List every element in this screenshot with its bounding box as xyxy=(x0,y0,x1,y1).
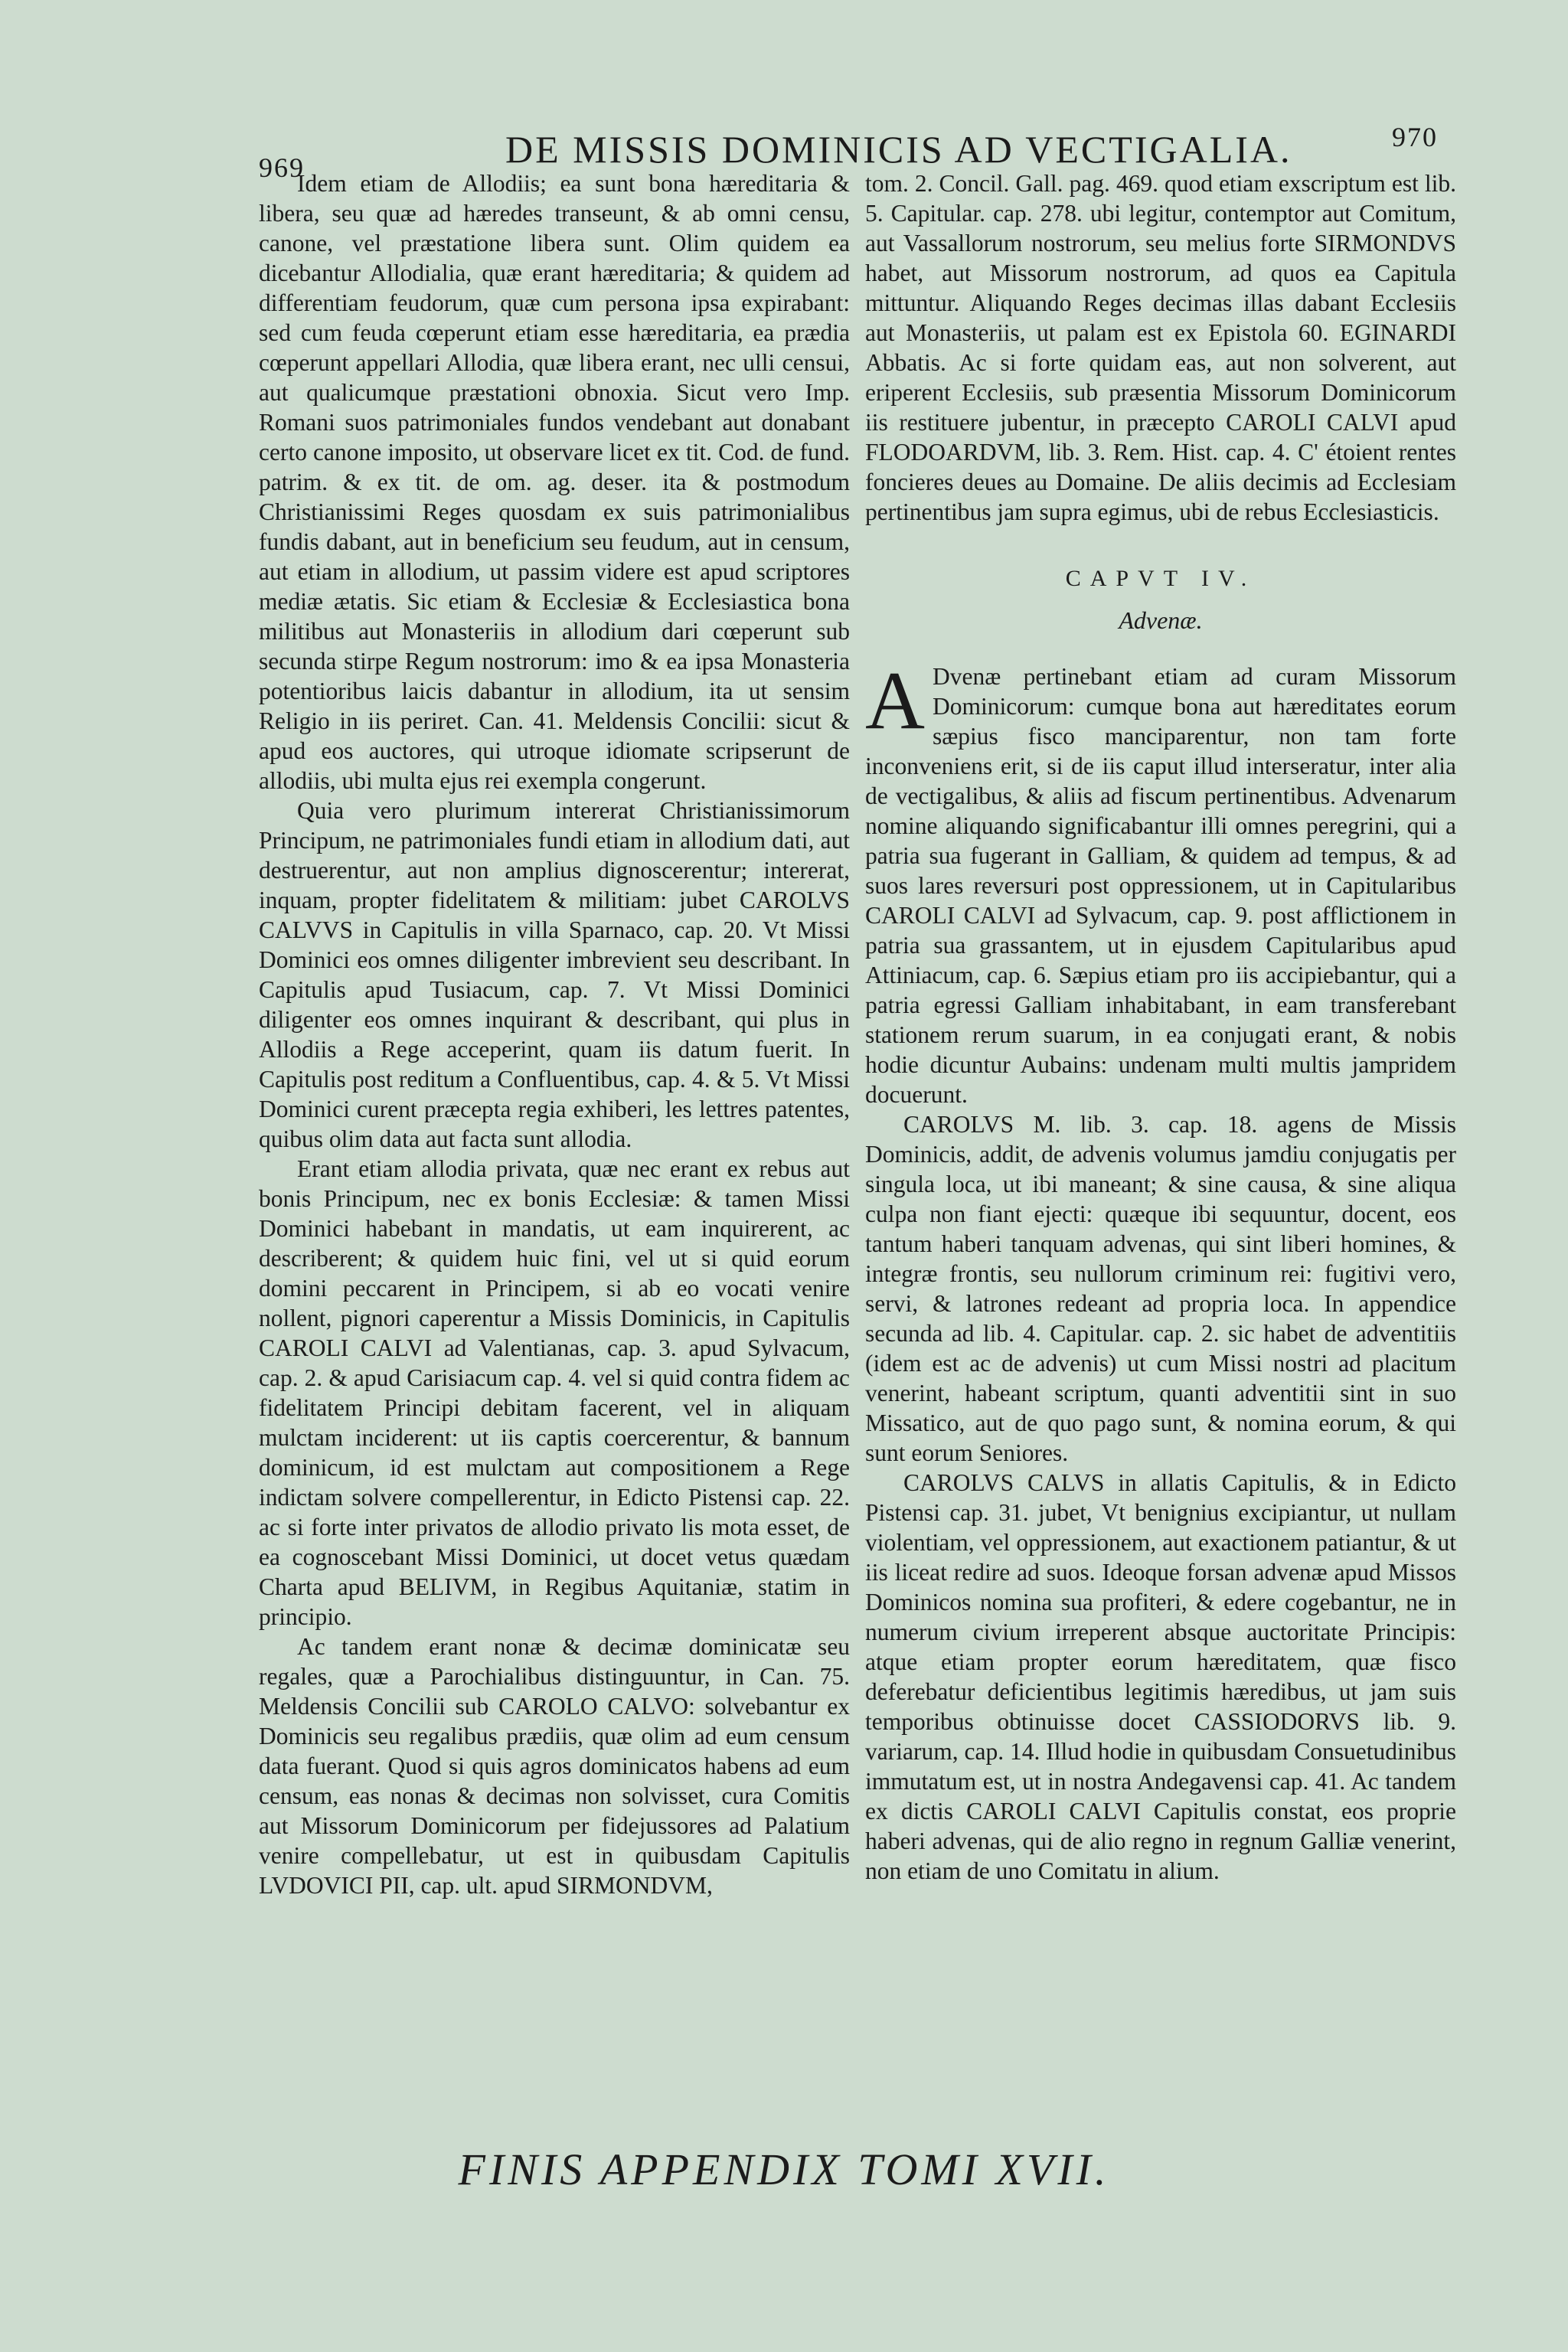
page-number-right: 970 xyxy=(1392,122,1438,152)
chapter-heading: CAPVT IV. xyxy=(1065,566,1256,591)
left-paragraph-3: Erant etiam allodia privata, quæ nec erant ex rebus aut bonis Principum, nec ex bonis Ecclesiæ: & tamen Missi Dominici habebant in mandatis, ut eam inquirerent, ac describerent; & quidem huic fini, vel ut si quid eorum domini peccarent in Principem, si ab eo vocati venire nollent, pignori caperentur a Missis Dominicis, in Capitulis CAROLI CALVI ad Valentianas, cap. 3. apud Sylvacum, cap. 2. & apud Carisiacum cap. 4. vel si quid contra fidem ac fidelitatem Principi debitam facerent, vel in aliquam mulctam inciderent: ut iis captis coercerentur, & bannum dominicum, id est mulctam aut compositionem a Rege indictam solvere compellerentur, in Edicto Pistensi cap. 22. ac si forte inter privatos de allodio privato lis mota esset, de ea cognoscebant Missi Dominici, ut docet vetus quædam Charta apud BELIVM, in Regibus Aquitaniæ, statim in principio. xyxy=(259,1155,850,1630)
right-paragraph-4: CAROLVS CALVS in allatis Capitulis, & in Edicto Pistensi cap. 31. jubet, Vt benignius excipiantur, ut nullam violentiam, vel oppressionem, aut exactionem patiantur, & ut iis liceat redire ad suos. Ideoque forsan advenæ apud Missos Dominicos nomina sua profiteri, & edere cogebantur, ne in numerum civium irreperent absque auctoritate Principis: atque etiam propter eorum hæreditatem, quæ fisco deferebatur deficientibus legitimis hæredibus, ut jam suis temporibus obtinuisse docet CASSIODORVS lib. 9. variarum, cap. 14. Illud hodie in quibusdam Consuetudinibus immutatum est, ut in nostra Andegavensi cap. 41. Ac tandem ex dictis CAROLI CALVI Capitulis constat, eos proprie haberi advenas, qui de alio regno in regnum Galliæ venerint, non etiam de uno Comitatu in alium. xyxy=(865,1469,1456,1884)
right-paragraph-2-text: Dvenæ pertinebant etiam ad curam Missorum Dominicorum: cumque bona aut hæreditates eorum sæpius fisco manciparentur, non tam forte inconveniens erit, si de iis caput illud interseratur, inter alia de vectigalibus, & aliis ad fiscum pertinentibus. Advenarum nomine aliquando significabantur illi omnes peregrini, qui a patria sua fugerant in Galliam, & quidem ad tempus, & ad suos lares reversuri post oppressionem, ut in Capitularibus CAROLI CALVI ad Sylvacum, cap. 9. post afflictionem in patria sua grassantem, ut in ejusdem Capitularibus apud Attiniacum, cap. 6. Sæpius etiam pro iis accipiebantur, qui a patria egressi Galliam inhabitabant, in eam transferebant stationem rerum suarum, in ea conjugati erant, & nobis hodie dicuntur Aubains: undenam multi multis jampridem docuerunt. xyxy=(865,663,1456,1108)
right-paragraph-3: CAROLVS M. lib. 3. cap. 18. agens de Missis Dominicis, addit, de advenis volumus jamdiu conjugatis per singula loca, ut ibi maneant; & sine causa, & sine aliqua culpa non fiant ejecti: quæque ibi sequuntur, docent, eos tantum haberi tanquam advenas, qui sint liberi homines, & integræ frontis, seu nullorum criminum rei: fugitivi vero, servi, & latrones redeant ad propria loca. In appendice secunda ad lib. 4. Capitular. cap. 2. sic habet de adventitiis (idem est ac de advenis) ut cum Missi nostri ad placitum venerint, habeant scriptum, quanti adventitii sint in suo Missatico, aut de quo pago sunt, & nomina eorum, & qui sunt eorum Seniores. xyxy=(865,1111,1456,1466)
left-column xyxy=(259,168,850,1900)
left-paragraph-2: Quia vero plurimum intererat Christianissimorum Principum, ne patrimoniales fundi etiam in allodium dati, aut destruerentur, aut non amplius dignoscerentur; intererat, inquam, propter fidelitatem & militiam: jubet CAROLVS CALVVS in Capitulis in villa Sparnaco, cap. 20. Vt Missi Dominici eos omnes diligenter imbrevient seu describant. In Capitulis apud Tusiacum, cap. 7. Vt Missi Dominici diligenter eos omnes inquirant & describant, qui plus in Allodiis a Rege acceperint, quam iis datum fuerit. In Capitulis post reditum a Confluentibus, cap. 4. & 5. Vt Missi Dominici curent præcepta regia exhiberi, les lettres patentes, quibus olim data aut facta sunt allodia. xyxy=(259,797,850,1152)
chapter-subtitle: Advenæ. xyxy=(1119,606,1203,634)
left-paragraph-4: Ac tandem erant nonæ & decimæ dominicatæ seu regales, quæ a Parochialibus distinguuntur, in Can. 75. Meldensis Concilii sub CAROLO CALVO: solvebantur ex Dominicis seu regalibus prædiis, quæ olim ad eum censum data fuerant. Quod si quis agros dominicatos habens ad eum censum, eas nonas & decimas non solvisset, cura Comitis aut Missorum Dominicorum per fidejussores ad Palatium venire compellebatur, ut est in quibusdam Capitulis LVDOVICI PII, cap. ult. apud SIRMONDVM, xyxy=(259,1633,850,1899)
page-number-left: 969 xyxy=(259,152,305,183)
left-paragraph-1: Idem etiam de Allodiis; ea sunt bona hæreditaria & libera, seu quæ ad hæredes transeunt, & ab omni censu, canone, vel præstatione libera sunt. Olim quidem ea dicebantur Allodialia, quæ erant hæreditaria; & quidem ad differentiam feudorum, quæ cum persona ipsa expirabant: sed cum feuda cœperunt etiam esse hæreditaria, ea prædia cœperunt appellari Allodia, quæ libera erant, nec ulli censui, aut qualicumque præstationi obnoxia. Sicut vero Imp. Romani suos patrimoniales fundos vendebant aut donabant certo canone imposito, ut observare licet ex tit. Cod. de fund. patrim. & ex tit. de om. ag. deser. ita & postmodum Christianissimi Reges quosdam ex suis patrimonialibus fundis dabant, aut in beneficium seu feudum, aut in censum, aut etiam in allodium, ut passim videre est apud scriptores mediæ ætatis. Sic etiam & Ecclesiæ & Ecclesiastica bona militibus aut Monasteriis in allodium dari cœperunt sub secunda stirpe Regum nostrorum: imo & ea ipsa Monasteria potentioribus laicis dabantur in allodium, ita ut sensim Religio in iis periret. Can. 41. Meldensis Concilii: sicut & apud eos auctores, qui utroque idiomate scripserunt de allodiis, ubi multa ejus rei exempla congerunt. xyxy=(259,170,850,794)
drop-cap: A xyxy=(865,655,925,746)
right-column xyxy=(865,168,1456,1886)
running-title: DE MISSIS DOMINICIS AD VECTIGALIA. xyxy=(505,128,1292,171)
page-header xyxy=(0,107,1568,183)
right-paragraph-2 xyxy=(865,655,1456,1109)
finis-line: FINIS APPENDIX TOMI XVII. xyxy=(458,2145,1110,2194)
right-paragraph-1: tom. 2. Concil. Gall. pag. 469. quod etiam exscriptum est lib. 5. Capitular. cap. 278. ubi legitur, contemptor aut Comitum, aut Vassallorum nostrorum, seu melius forte SIRMONDVS habet, aut Missorum nostrorum, ad quos ea Capitula mittuntur. Aliquando Reges decimas illas dabant Ecclesiis aut Monasteriis, ut palam est ex Epistola 60. EGINARDI Abbatis. Ac si forte quidam eas, aut non solverent, aut eriperent Ecclesiis, sub præsentia Missorum Dominicorum iis restituere jubentur, in præcepto CAROLI CALVI apud FLODOARDVM, lib. 3. Rem. Hist. cap. 4. C' étoient rentes foncieres deues au Domaine. De aliis decimis ad Ecclesiam pertinentibus jam supra egimus, ubi de rebus Ecclesiasticis. xyxy=(865,170,1456,525)
